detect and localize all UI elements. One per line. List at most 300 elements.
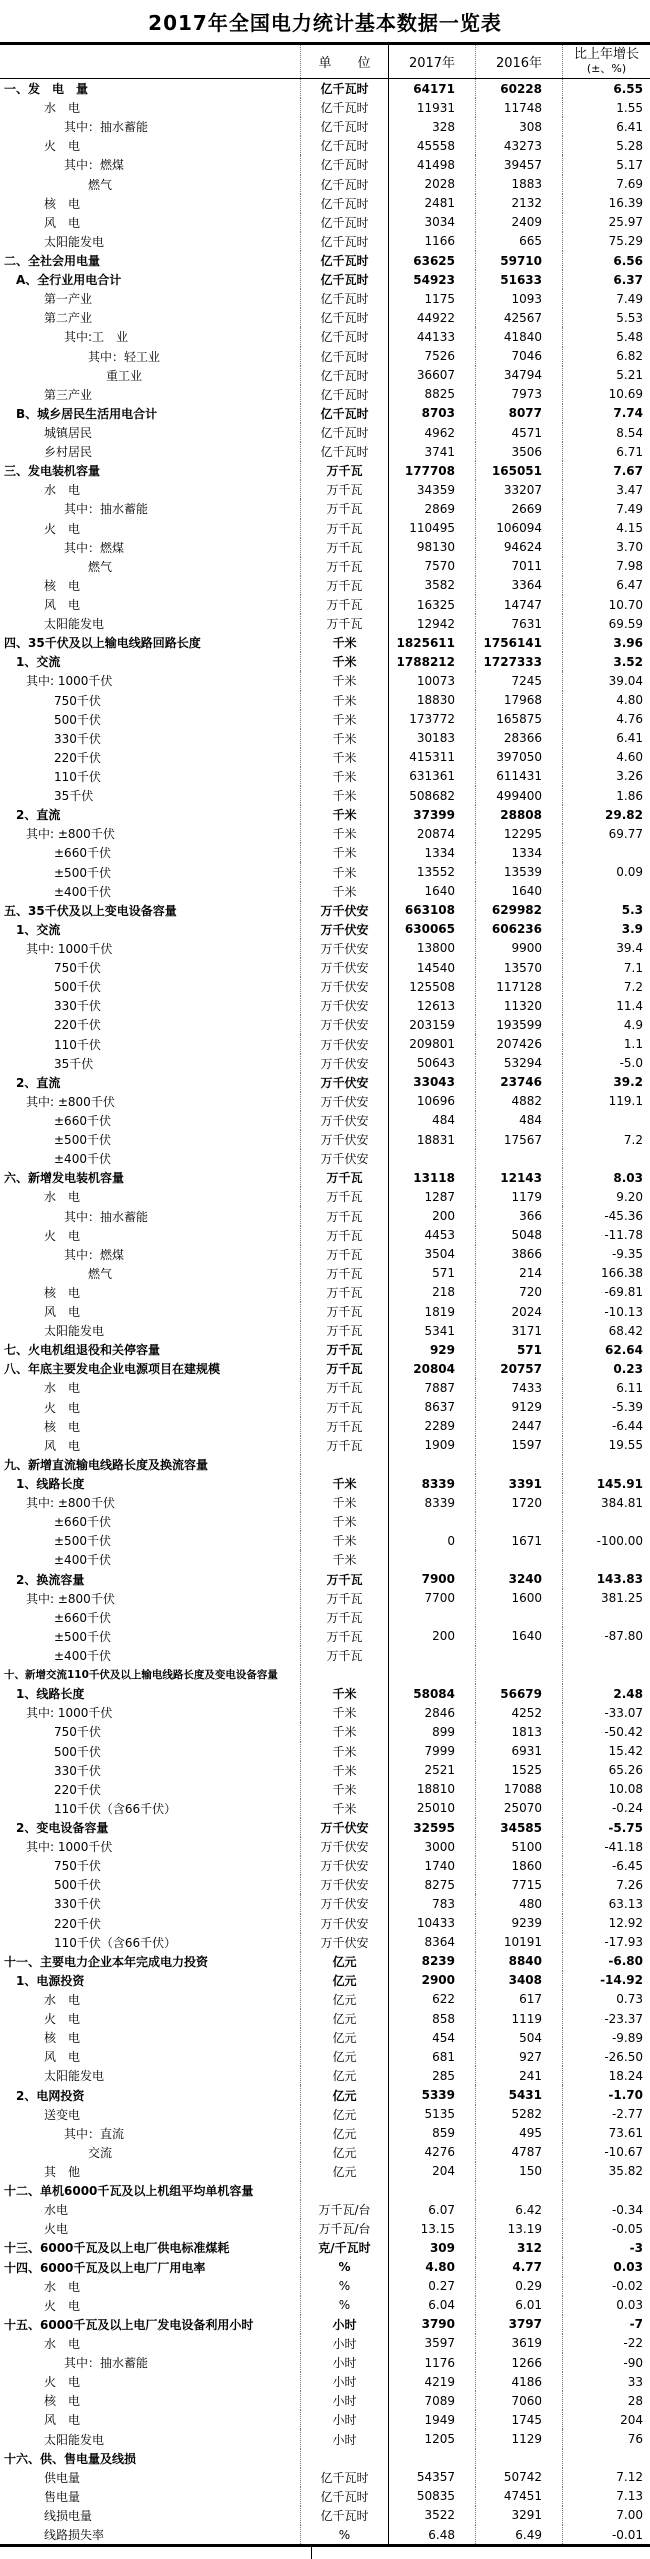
row-label: 第二产业 [44,311,93,326]
row-unit: 亿千瓦时 [300,117,388,136]
row-unit: 万千瓦 [300,1264,388,1283]
row-unit: 万千瓦 [300,1245,388,1264]
row-growth-value: 69.59 [562,614,650,633]
row-unit: 千米 [300,1474,388,1493]
row-unit: 万千瓦 [300,1187,388,1206]
row-2017-value: 209801 [388,1034,475,1053]
row-growth-value: 16.39 [562,194,650,213]
table-header-row [0,45,650,79]
row-label: ±660千伏 [54,846,111,861]
table-row [0,691,650,710]
row-unit: 万千伏安 [300,1034,388,1053]
table-row [0,1818,650,1837]
row-label: 线路损失率 [44,2528,105,2543]
row-growth-value: 4.76 [562,710,650,729]
row-2016-value: 12143 [475,1168,562,1187]
row-unit: 万千瓦 [300,1206,388,1225]
row-growth-value: 384.81 [562,1493,650,1512]
table-row [0,1990,650,2009]
row-unit: 千米 [300,805,388,824]
row-unit: 万千瓦 [300,519,388,538]
row-2016-value: 2447 [475,1417,562,1436]
table-row [0,1455,650,1474]
row-2017-value: 6.04 [388,2296,475,2315]
table-row [0,1436,650,1455]
row-unit: 万千瓦 [300,1226,388,1245]
row-unit: 万千瓦 [300,1168,388,1187]
table-row [0,1703,650,1722]
table-row [0,2449,650,2468]
row-2016-value: 6.42 [475,2200,562,2219]
row-2017-value: 622 [388,1990,475,2009]
row-2017-value: 218 [388,1283,475,1302]
row-2017-value: 1909 [388,1436,475,1455]
row-2017-value: 571 [388,1264,475,1283]
row-2017-value: 45558 [388,136,475,155]
row-label: 其 他 [44,2164,81,2179]
row-2016-value: 8840 [475,1952,562,1971]
row-unit: 万千伏安 [300,1092,388,1111]
row-unit: 万千伏安 [300,977,388,996]
row-label: 核 电 [44,1419,81,1434]
table-row [0,1665,650,1684]
row-2016-value: 17567 [475,1130,562,1149]
row-2016-value: 28366 [475,729,562,748]
row-unit: 万千瓦 [300,557,388,576]
row-label: 其中：燃煤 [64,158,125,173]
row-2017-value: 1176 [388,2353,475,2372]
row-2016-value: 165051 [475,461,562,480]
row-growth-value: 7.67 [562,461,650,480]
row-unit: 小时 [300,2315,388,2334]
row-2016-value: 3506 [475,442,562,461]
row-unit: 亿元 [300,2124,388,2143]
row-label: 十一、主要电力企业本年完成电力投资 [4,1954,209,1969]
row-2017-value: 7089 [388,2391,475,2410]
row-2017-value: 1175 [388,289,475,308]
table-row [0,1761,650,1780]
row-label: ±400千伏 [54,1553,111,1568]
row-unit: 万千瓦 [300,480,388,499]
header-item-column [0,45,300,78]
row-2016-value: 34794 [475,366,562,385]
table-row [0,901,650,920]
row-unit: 千米 [300,1703,388,1722]
row-unit: 万千伏安 [300,1073,388,1092]
row-2017-value: 1334 [388,843,475,862]
row-2017-value: 3790 [388,2315,475,2334]
table-row [0,1550,650,1569]
row-2017-value: 663108 [388,901,475,920]
row-growth-value: 8.54 [562,423,650,442]
row-unit: 亿千瓦时 [300,2506,388,2525]
row-2016-value: 1179 [475,1187,562,1206]
row-growth-value: 4.80 [562,691,650,710]
table-row [0,1493,650,1512]
row-2016-value: 2024 [475,1302,562,1321]
table-row [0,442,650,461]
row-growth-value: 3.70 [562,538,650,557]
row-growth-value: 7.69 [562,175,650,194]
row-growth-value: 65.26 [562,1761,650,1780]
row-growth-value: 1.86 [562,786,650,805]
row-2017-value: 2521 [388,1761,475,1780]
row-label: 太阳能发电 [44,2432,105,2447]
row-2017-value: 12942 [388,614,475,633]
row-growth-value: -50.42 [562,1722,650,1741]
row-label: 十、新增交流110千伏及以上输电线路长度及变电设备容量 [4,1669,278,1682]
statistics-table [0,42,650,2547]
row-unit: 万千瓦 [300,614,388,633]
table-row [0,958,650,977]
row-label: 第三产业 [44,387,93,402]
row-label: 四、35千伏及以上输电线路回路长度 [4,636,201,651]
row-2017-value: 2900 [388,1971,475,1990]
row-2016-value: 1860 [475,1856,562,1875]
row-2017-value: 1788212 [388,652,475,671]
row-unit: 万千瓦 [300,499,388,518]
row-2017-value: 54357 [388,2468,475,2487]
row-unit: 亿元 [300,2085,388,2104]
row-2016-value: 6931 [475,1742,562,1761]
row-2016-value: 165875 [475,710,562,729]
row-unit: 千米 [300,1761,388,1780]
row-label: 其中:工 业 [64,330,129,345]
row-growth-value: 4.15 [562,519,650,538]
row-2016-value: 42567 [475,308,562,327]
row-label: 1、线路长度 [16,1687,85,1702]
row-label: 十四、6000千瓦及以上电厂厂用电率 [4,2260,206,2275]
row-growth-value [562,1550,650,1569]
row-2017-value: 7999 [388,1742,475,1761]
row-growth-value: 7.2 [562,977,650,996]
row-2017-value: 54923 [388,270,475,289]
row-2016-value: 1266 [475,2353,562,2372]
table-row [0,2372,650,2391]
table-row [0,1417,650,1436]
row-unit: 万千伏安 [300,1933,388,1952]
row-2017-value: 4.80 [388,2257,475,2276]
row-2017-value: 454 [388,2028,475,2047]
row-unit: 万千瓦 [300,1340,388,1359]
row-2017-value: 1825611 [388,633,475,652]
row-2016-value [475,1550,562,1569]
table-body [0,79,650,2544]
row-label: 交流 [88,2145,113,2160]
row-growth-value: 6.11 [562,1378,650,1397]
row-unit: 千米 [300,710,388,729]
row-2016-value [475,1646,562,1665]
row-2017-value: 11931 [388,98,475,117]
row-unit: 万千伏安 [300,1149,388,1168]
table-row [0,1359,650,1378]
row-unit: 千米 [300,1550,388,1569]
row-2017-value [388,1646,475,1665]
row-label: 三、发电装机容量 [4,464,101,479]
page-title: 2017年全国电力统计基本数据一览表 [148,11,502,35]
row-2016-value: 5282 [475,2105,562,2124]
table-row [0,2296,650,2315]
table-row [0,327,650,346]
row-2017-value: 32595 [388,1818,475,1837]
table-row [0,1894,650,1913]
row-2016-value [475,2181,562,2200]
row-unit: 万千伏安 [300,1130,388,1149]
row-2017-value: 681 [388,2047,475,2066]
row-unit: 千米 [300,1742,388,1761]
row-unit: 小时 [300,2391,388,2410]
row-2017-value: 63625 [388,251,475,270]
row-unit: 万千伏安 [300,958,388,977]
row-2017-value: 3034 [388,213,475,232]
row-label: 330千伏 [54,1763,101,1778]
row-2016-value: 665 [475,232,562,251]
row-2016-value: 12295 [475,824,562,843]
row-label: 七、火电机组退役和关停容量 [4,1343,161,1358]
row-growth-value: -2.77 [562,2105,650,2124]
row-2017-value: 12613 [388,996,475,1015]
row-2016-value: 1119 [475,2009,562,2028]
row-2017-value: 1166 [388,232,475,251]
row-label: ±660千伏 [54,1515,111,1530]
row-growth-value: 75.29 [562,232,650,251]
row-unit: 万千伏安 [300,1818,388,1837]
table-row [0,194,650,213]
table-row [0,2105,650,2124]
row-growth-value: 18.24 [562,2066,650,2085]
row-2017-value: 173772 [388,710,475,729]
row-unit: 万千瓦 [300,1608,388,1627]
row-2017-value: 4962 [388,423,475,442]
row-2016-value: 6.49 [475,2525,562,2544]
row-2017-value: 50643 [388,1054,475,1073]
row-2016-value: 720 [475,1283,562,1302]
row-2016-value: 94624 [475,538,562,557]
table-row [0,1627,650,1646]
row-unit: 亿元 [300,1952,388,1971]
row-unit: 千米 [300,1531,388,1550]
row-growth-value: -5.75 [562,1818,650,1837]
row-growth-value [562,2449,650,2468]
row-growth-value: 1.1 [562,1034,650,1053]
row-2016-value: 9239 [475,1914,562,1933]
table-row [0,1933,650,1952]
row-unit [300,1665,388,1684]
row-2016-value: 2669 [475,499,562,518]
table-row [0,671,650,690]
row-label: 供电量 [44,2470,81,2485]
table-row [0,385,650,404]
row-2016-value: 629982 [475,901,562,920]
row-growth-value: 4.60 [562,748,650,767]
row-label: 其中：燃煤 [64,1247,125,1262]
row-growth-value: 0.03 [562,2257,650,2276]
row-unit: 克/千瓦时 [300,2238,388,2257]
row-2017-value: 4276 [388,2143,475,2162]
row-growth-value: -0.24 [562,1799,650,1818]
row-growth-value: -3 [562,2238,650,2257]
table-row [0,1206,650,1225]
row-label: 火 电 [44,139,81,154]
table-row [0,1512,650,1531]
row-growth-value: -6.45 [562,1856,650,1875]
row-2016-value: 106094 [475,519,562,538]
row-2017-value: 6.07 [388,2200,475,2219]
row-growth-value: 7.13 [562,2487,650,2506]
row-label: 六、新增发电装机容量 [4,1171,125,1186]
row-2016-value: 499400 [475,786,562,805]
row-unit: 万千瓦/台 [300,2219,388,2238]
table-row [0,423,650,442]
table-row [0,1684,650,1703]
row-label: 城镇居民 [44,426,93,441]
table-row [0,2143,650,2162]
row-growth-value: 7.74 [562,404,650,423]
row-growth-value: 12.92 [562,1914,650,1933]
row-2017-value: 110495 [388,519,475,538]
row-label: 1、电源投资 [16,1973,85,1988]
row-2016-value: 14747 [475,595,562,614]
row-unit: 小时 [300,2353,388,2372]
row-2016-value: 60228 [475,79,562,98]
table-row [0,1952,650,1971]
row-growth-value: -45.36 [562,1206,650,1225]
row-growth-value: 6.55 [562,79,650,98]
row-unit: 小时 [300,2372,388,2391]
table-row [0,1914,650,1933]
row-label: 乡村居民 [44,445,93,460]
row-2017-value: 899 [388,1722,475,1741]
row-growth-value: 6.41 [562,729,650,748]
row-2017-value: 858 [388,2009,475,2028]
row-label: 2、电网投资 [16,2088,85,2103]
table-row [0,213,650,232]
row-label: 风 电 [44,2050,81,2065]
table-row [0,1742,650,1761]
row-2016-value: 47451 [475,2487,562,2506]
row-unit: 千米 [300,862,388,881]
row-growth-value: -14.92 [562,1971,650,1990]
table-row [0,862,650,881]
row-2017-value: 37399 [388,805,475,824]
row-2016-value [475,1455,562,1474]
row-label: 二、全社会用电量 [4,254,101,269]
row-growth-value [562,1512,650,1531]
table-row [0,1015,650,1034]
row-unit: 万千伏安 [300,1111,388,1130]
row-unit: 万千瓦 [300,461,388,480]
row-growth-value: 0.73 [562,1990,650,2009]
row-2016-value: 7715 [475,1875,562,1894]
row-2017-value: 13118 [388,1168,475,1187]
row-growth-value: -5.39 [562,1398,650,1417]
row-2016-value: 3291 [475,2506,562,2525]
row-label: 其中: ±800千伏 [26,827,115,842]
row-growth-value: 19.55 [562,1436,650,1455]
row-growth-value: -5.0 [562,1054,650,1073]
row-2016-value: 241 [475,2066,562,2085]
table-row [0,2487,650,2506]
row-growth-value: -7 [562,2315,650,2334]
row-2016-value: 56679 [475,1684,562,1703]
table-row [0,136,650,155]
row-label: 其中：抽水蓄能 [64,120,149,135]
row-2016-value [475,2449,562,2468]
table-row [0,232,650,251]
row-2016-value: 5100 [475,1837,562,1856]
row-label: ±500千伏 [54,865,111,880]
row-growth-value [562,1111,650,1130]
row-growth-value: 6.71 [562,442,650,461]
row-2016-value: 1640 [475,882,562,901]
row-unit: 亿元 [300,2047,388,2066]
row-2016-value: 7631 [475,614,562,633]
row-2017-value: 8339 [388,1493,475,1512]
row-2016-value: 1525 [475,1761,562,1780]
row-2017-value: 3504 [388,1245,475,1264]
row-2017-value: 3522 [388,2506,475,2525]
row-2016-value: 7011 [475,557,562,576]
row-growth-value: 5.3 [562,901,650,920]
row-2016-value [475,1512,562,1531]
row-label: 其中：抽水蓄能 [64,502,149,517]
row-label: 750千伏 [54,961,101,976]
row-2016-value: 3171 [475,1321,562,1340]
row-2017-value: 285 [388,2066,475,2085]
row-unit: 亿千瓦时 [300,175,388,194]
row-label: 送变电 [44,2107,81,2122]
row-2017-value: 7700 [388,1589,475,1608]
table-row [0,939,650,958]
row-label: 风 电 [44,1438,81,1453]
row-unit: 千米 [300,729,388,748]
row-growth-value: 0.23 [562,1359,650,1378]
row-label: 线损电量 [44,2508,93,2523]
table-row [0,1130,650,1149]
table-row [0,614,650,633]
row-2016-value: 17088 [475,1780,562,1799]
row-label: 2、直流 [16,808,61,823]
row-unit: 万千瓦 [300,1589,388,1608]
row-label: 750千伏 [54,1859,101,1874]
row-2016-value: 25070 [475,1799,562,1818]
row-growth-value: 33 [562,2372,650,2391]
table-row [0,920,650,939]
table-row [0,1054,650,1073]
table-row [0,595,650,614]
row-2017-value: 13800 [388,939,475,958]
row-label: 2、直流 [16,1075,61,1090]
table-row [0,2277,650,2296]
table-row [0,2429,650,2448]
row-label: 售电量 [44,2489,81,2504]
row-label: 水 电 [44,483,81,498]
row-unit: 万千伏安 [300,1894,388,1913]
row-unit [300,2449,388,2468]
row-2016-value: 53294 [475,1054,562,1073]
row-unit: 万千瓦 [300,1436,388,1455]
row-2016-value: 1727333 [475,652,562,671]
row-2016-value: 7433 [475,1378,562,1397]
table-row [0,2506,650,2525]
row-2017-value [388,1512,475,1531]
row-2016-value [475,1608,562,1627]
table-row [0,519,650,538]
row-growth-value: -17.93 [562,1933,650,1952]
row-growth-value: 39.04 [562,671,650,690]
row-2016-value: 3866 [475,1245,562,1264]
table-row [0,308,650,327]
